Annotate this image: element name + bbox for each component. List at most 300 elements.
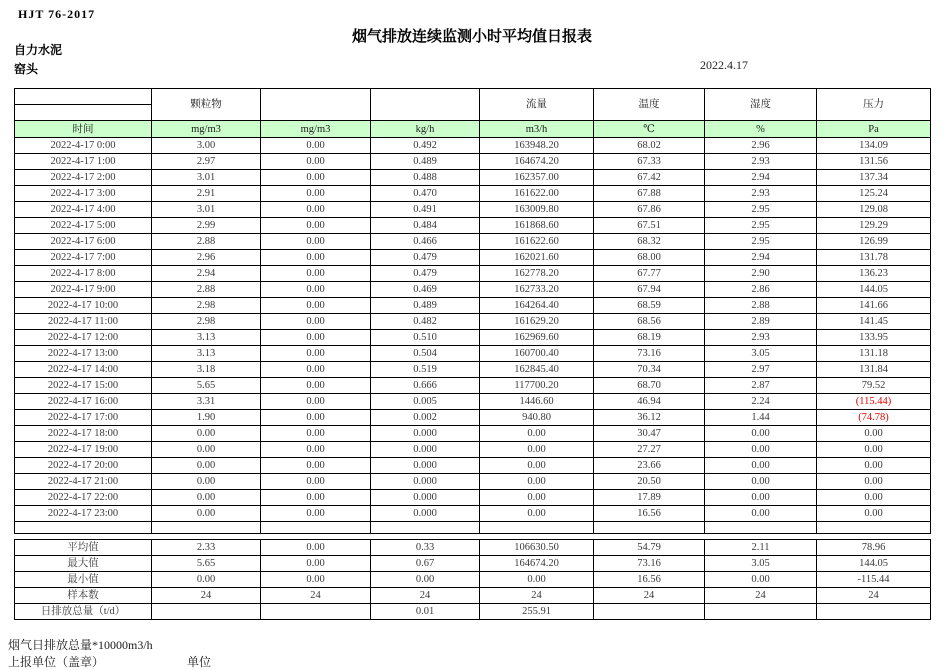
- table-row: [15, 378, 931, 394]
- value-cell: 23.66: [594, 458, 705, 474]
- table-row: [15, 506, 931, 522]
- value-cell: 0.67: [371, 556, 480, 572]
- value-cell: 2.95: [705, 234, 817, 250]
- value-cell: 0.00: [817, 426, 931, 442]
- value-cell: 0.01: [371, 604, 480, 620]
- value-cell: 0.00: [480, 458, 594, 474]
- group-header-humidity: 湿度: [705, 89, 817, 121]
- value-cell: 1.44: [705, 410, 817, 426]
- value-cell: 67.51: [594, 218, 705, 234]
- value-cell: 2.96: [705, 138, 817, 154]
- value-cell: 0.00: [261, 362, 371, 378]
- value-cell: 24: [594, 588, 705, 604]
- value-cell: 2.97: [705, 362, 817, 378]
- value-cell: 0.00: [261, 572, 371, 588]
- value-cell: 0.000: [371, 506, 480, 522]
- value-cell: 17.89: [594, 490, 705, 506]
- table-row: [15, 442, 931, 458]
- value-cell: 2.86: [705, 282, 817, 298]
- value-cell: 78.96: [817, 540, 931, 556]
- value-cell: 0.479: [371, 250, 480, 266]
- value-cell: 0.666: [371, 378, 480, 394]
- value-cell: 3.00: [152, 138, 261, 154]
- value-cell: 3.05: [705, 346, 817, 362]
- value-cell: 67.88: [594, 186, 705, 202]
- value-cell: 125.24: [817, 186, 931, 202]
- value-cell: 0.00: [817, 490, 931, 506]
- value-cell: 0.005: [371, 394, 480, 410]
- value-cell: 0.00: [261, 556, 371, 572]
- value-cell: 0.489: [371, 298, 480, 314]
- summary-row: [15, 572, 931, 588]
- value-cell: 0.00: [705, 458, 817, 474]
- corner-cell-bottom: [15, 105, 152, 121]
- value-cell: 67.86: [594, 202, 705, 218]
- value-cell: 24: [817, 588, 931, 604]
- value-cell: 68.59: [594, 298, 705, 314]
- unit-header-pressure: Pa: [817, 121, 931, 138]
- time-cell: 2022-4-17 21:00: [15, 474, 152, 490]
- value-cell: 0.00: [261, 506, 371, 522]
- table-row: [15, 250, 931, 266]
- value-cell: 1.90: [152, 410, 261, 426]
- value-cell: 133.95: [817, 330, 931, 346]
- value-cell: 2.88: [152, 282, 261, 298]
- value-cell: 2.24: [705, 394, 817, 410]
- value-cell: 0.00: [817, 506, 931, 522]
- value-cell: 164264.40: [480, 298, 594, 314]
- value-cell: 0.000: [371, 490, 480, 506]
- value-cell: 0.00: [152, 442, 261, 458]
- value-cell: 0.00: [261, 170, 371, 186]
- time-cell: 2022-4-17 11:00: [15, 314, 152, 330]
- report-tables: [14, 88, 930, 620]
- value-cell: 0.492: [371, 138, 480, 154]
- value-cell: 2.88: [152, 234, 261, 250]
- reporting-unit-label: 上报单位（盖章）: [8, 655, 105, 669]
- value-cell: 0.00: [480, 426, 594, 442]
- value-cell: 3.01: [152, 202, 261, 218]
- value-cell: 68.02: [594, 138, 705, 154]
- value-cell: 0.00: [152, 572, 261, 588]
- summary-label-cell: 样本数: [15, 588, 152, 604]
- value-cell: 2.99: [152, 218, 261, 234]
- value-cell: 67.77: [594, 266, 705, 282]
- summary-label-cell: 最大值: [15, 556, 152, 572]
- value-cell: 2.97: [152, 154, 261, 170]
- value-cell: 0.00: [261, 314, 371, 330]
- time-cell: 2022-4-17 9:00: [15, 282, 152, 298]
- time-cell: 2022-4-17 20:00: [15, 458, 152, 474]
- value-cell: 0.000: [371, 458, 480, 474]
- blank-row: [15, 522, 931, 534]
- value-cell: 0.000: [371, 442, 480, 458]
- table-row: [15, 138, 931, 154]
- value-cell: 940.80: [480, 410, 594, 426]
- value-cell: 2.90: [705, 266, 817, 282]
- value-cell: 2.89: [705, 314, 817, 330]
- value-cell: (74.78): [817, 410, 931, 426]
- table-row: [15, 346, 931, 362]
- value-cell: 0.00: [261, 474, 371, 490]
- report-date: 2022.4.17: [700, 58, 748, 72]
- value-cell: 3.31: [152, 394, 261, 410]
- value-cell: 0.002: [371, 410, 480, 426]
- report-title: 烟气排放连续监测小时平均值日报表: [351, 29, 592, 45]
- unit-header-rate: kg/h: [371, 121, 480, 138]
- value-cell: 0.00: [152, 458, 261, 474]
- value-cell: 162733.20: [480, 282, 594, 298]
- value-cell: 0.00: [261, 154, 371, 170]
- time-cell: 2022-4-17 7:00: [15, 250, 152, 266]
- value-cell: 0.519: [371, 362, 480, 378]
- value-cell: 0.469: [371, 282, 480, 298]
- value-cell: 161629.20: [480, 314, 594, 330]
- unit-label: 单位: [187, 655, 212, 669]
- value-cell: 0.00: [480, 474, 594, 490]
- table-row: [15, 362, 931, 378]
- time-cell: 2022-4-17 14:00: [15, 362, 152, 378]
- value-cell: 0.00: [152, 426, 261, 442]
- empty-cell: [594, 522, 705, 534]
- value-cell: 0.00: [261, 250, 371, 266]
- value-cell: (115.44): [817, 394, 931, 410]
- time-cell: 2022-4-17 8:00: [15, 266, 152, 282]
- value-cell: 73.16: [594, 346, 705, 362]
- unit-header-pm-conc: mg/m3: [152, 121, 261, 138]
- value-cell: 24: [152, 588, 261, 604]
- value-cell: 68.70: [594, 378, 705, 394]
- value-cell: 2.93: [705, 154, 817, 170]
- value-cell: -115.44: [817, 572, 931, 588]
- value-cell: 129.29: [817, 218, 931, 234]
- value-cell: 16.56: [594, 572, 705, 588]
- value-cell: 136.23: [817, 266, 931, 282]
- value-cell: 3.01: [152, 170, 261, 186]
- value-cell: 163009.80: [480, 202, 594, 218]
- value-cell: 24: [261, 588, 371, 604]
- value-cell: 70.34: [594, 362, 705, 378]
- value-cell: 24: [480, 588, 594, 604]
- value-cell: 0.00: [480, 572, 594, 588]
- value-cell: 0.00: [261, 138, 371, 154]
- value-cell: 0.00: [261, 346, 371, 362]
- value-cell: 0.00: [152, 490, 261, 506]
- value-cell: 0.00: [261, 298, 371, 314]
- value-cell: 0.466: [371, 234, 480, 250]
- value-cell: 24: [371, 588, 480, 604]
- main-data-table: [14, 88, 931, 534]
- value-cell: 0.00: [261, 394, 371, 410]
- value-cell: 0.00: [261, 266, 371, 282]
- unit-header-humidity: %: [705, 121, 817, 138]
- group-header-temp: 温度: [594, 89, 705, 121]
- value-cell: 131.84: [817, 362, 931, 378]
- value-cell: 162778.20: [480, 266, 594, 282]
- value-cell: 0.000: [371, 426, 480, 442]
- unit-header-time: 时间: [15, 121, 152, 138]
- value-cell: 137.34: [817, 170, 931, 186]
- value-cell: 0.00: [261, 330, 371, 346]
- value-cell: 2.94: [705, 250, 817, 266]
- value-cell: [261, 604, 371, 620]
- table-row: [15, 154, 931, 170]
- value-cell: 46.94: [594, 394, 705, 410]
- value-cell: 0.00: [261, 410, 371, 426]
- value-cell: 134.09: [817, 138, 931, 154]
- time-cell: 2022-4-17 19:00: [15, 442, 152, 458]
- value-cell: 68.00: [594, 250, 705, 266]
- table-row: [15, 410, 931, 426]
- value-cell: 16.56: [594, 506, 705, 522]
- time-cell: 2022-4-17 22:00: [15, 490, 152, 506]
- value-cell: 0.00: [817, 474, 931, 490]
- value-cell: 2.93: [705, 330, 817, 346]
- value-cell: 3.13: [152, 330, 261, 346]
- value-cell: 131.56: [817, 154, 931, 170]
- value-cell: 161868.60: [480, 218, 594, 234]
- group-header-flow: 流量: [480, 89, 594, 121]
- time-cell: 2022-4-17 6:00: [15, 234, 152, 250]
- value-cell: 0.482: [371, 314, 480, 330]
- value-cell: 0.488: [371, 170, 480, 186]
- value-cell: 24: [705, 588, 817, 604]
- value-cell: 2.33: [152, 540, 261, 556]
- value-cell: 2.93: [705, 186, 817, 202]
- value-cell: 0.00: [152, 474, 261, 490]
- value-cell: 0.489: [371, 154, 480, 170]
- value-cell: 162357.00: [480, 170, 594, 186]
- value-cell: 2.87: [705, 378, 817, 394]
- value-cell: [705, 604, 817, 620]
- value-cell: 2.95: [705, 202, 817, 218]
- value-cell: 0.00: [480, 490, 594, 506]
- value-cell: 2.91: [152, 186, 261, 202]
- value-cell: 0.000: [371, 474, 480, 490]
- value-cell: 0.491: [371, 202, 480, 218]
- table-row: [15, 314, 931, 330]
- value-cell: 141.45: [817, 314, 931, 330]
- value-cell: 161622.60: [480, 234, 594, 250]
- value-cell: 164674.20: [480, 154, 594, 170]
- table-row: [15, 426, 931, 442]
- value-cell: 54.79: [594, 540, 705, 556]
- value-cell: 0.00: [261, 282, 371, 298]
- value-cell: 0.00: [261, 442, 371, 458]
- value-cell: 162969.60: [480, 330, 594, 346]
- group-header-col4: [371, 89, 480, 121]
- value-cell: 67.94: [594, 282, 705, 298]
- value-cell: 0.00: [261, 218, 371, 234]
- company-name: 自力水泥: [14, 43, 63, 57]
- table-row: [15, 474, 931, 490]
- group-header-col3: [261, 89, 371, 121]
- empty-cell: [152, 522, 261, 534]
- time-cell: 2022-4-17 2:00: [15, 170, 152, 186]
- time-cell: 2022-4-17 4:00: [15, 202, 152, 218]
- value-cell: 161622.00: [480, 186, 594, 202]
- value-cell: 27.27: [594, 442, 705, 458]
- table-row: [15, 234, 931, 250]
- value-cell: 68.19: [594, 330, 705, 346]
- value-cell: 0.504: [371, 346, 480, 362]
- time-cell: 2022-4-17 18:00: [15, 426, 152, 442]
- value-cell: 117700.20: [480, 378, 594, 394]
- value-cell: 0.00: [261, 378, 371, 394]
- summary-label-cell: 最小值: [15, 572, 152, 588]
- value-cell: 0.00: [480, 442, 594, 458]
- value-cell: 106630.50: [480, 540, 594, 556]
- value-cell: 3.13: [152, 346, 261, 362]
- table-row: [15, 458, 931, 474]
- value-cell: [594, 604, 705, 620]
- value-cell: 2.98: [152, 298, 261, 314]
- time-cell: 2022-4-17 17:00: [15, 410, 152, 426]
- value-cell: 129.08: [817, 202, 931, 218]
- value-cell: 0.484: [371, 218, 480, 234]
- time-cell: 2022-4-17 3:00: [15, 186, 152, 202]
- summary-row: [15, 604, 931, 620]
- value-cell: 1446.60: [480, 394, 594, 410]
- value-cell: 0.00: [261, 202, 371, 218]
- value-cell: 0.00: [261, 490, 371, 506]
- corner-cell-top: [15, 89, 152, 105]
- empty-cell: [261, 522, 371, 534]
- table-row: [15, 490, 931, 506]
- unit-header-col3: mg/m3: [261, 121, 371, 138]
- value-cell: 162021.60: [480, 250, 594, 266]
- value-cell: [152, 604, 261, 620]
- value-cell: 163948.20: [480, 138, 594, 154]
- time-cell: 2022-4-17 5:00: [15, 218, 152, 234]
- value-cell: 0.479: [371, 266, 480, 282]
- value-cell: 144.05: [817, 556, 931, 572]
- value-cell: 2.94: [152, 266, 261, 282]
- value-cell: 164674.20: [480, 556, 594, 572]
- value-cell: 0.00: [817, 442, 931, 458]
- value-cell: 131.78: [817, 250, 931, 266]
- table-row: [15, 330, 931, 346]
- value-cell: 36.12: [594, 410, 705, 426]
- summary-table: [14, 539, 931, 620]
- time-cell: 2022-4-17 12:00: [15, 330, 152, 346]
- table-row: [15, 186, 931, 202]
- empty-cell: [705, 522, 817, 534]
- value-cell: 0.00: [261, 458, 371, 474]
- time-cell: 2022-4-17 23:00: [15, 506, 152, 522]
- group-header-row: [15, 89, 931, 105]
- value-cell: 0.510: [371, 330, 480, 346]
- value-cell: 0.00: [371, 572, 480, 588]
- value-cell: 144.05: [817, 282, 931, 298]
- time-cell: 2022-4-17 16:00: [15, 394, 152, 410]
- value-cell: 141.66: [817, 298, 931, 314]
- value-cell: 2.98: [152, 314, 261, 330]
- unit-header-flow: m3/h: [480, 121, 594, 138]
- value-cell: 5.65: [152, 378, 261, 394]
- value-cell: 0.00: [261, 186, 371, 202]
- empty-cell: [15, 522, 152, 534]
- summary-label-cell: 平均值: [15, 540, 152, 556]
- time-cell: 2022-4-17 15:00: [15, 378, 152, 394]
- value-cell: 2.96: [152, 250, 261, 266]
- value-cell: 0.00: [705, 572, 817, 588]
- value-cell: 20.50: [594, 474, 705, 490]
- time-cell: 2022-4-17 13:00: [15, 346, 152, 362]
- value-cell: 131.18: [817, 346, 931, 362]
- value-cell: 67.33: [594, 154, 705, 170]
- unit-header-row: [15, 121, 931, 138]
- value-cell: 0.00: [817, 458, 931, 474]
- table-row: [15, 202, 931, 218]
- empty-cell: [371, 522, 480, 534]
- table-row: [15, 298, 931, 314]
- empty-cell: [480, 522, 594, 534]
- value-cell: 79.52: [817, 378, 931, 394]
- value-cell: 30.47: [594, 426, 705, 442]
- value-cell: 0.33: [371, 540, 480, 556]
- table-row: [15, 170, 931, 186]
- value-cell: 2.11: [705, 540, 817, 556]
- station-name: 窑头: [14, 62, 39, 76]
- value-cell: 2.88: [705, 298, 817, 314]
- summary-row: [15, 556, 931, 572]
- value-cell: 68.56: [594, 314, 705, 330]
- doc-standard-code: HJT 76-2017: [18, 7, 96, 21]
- value-cell: 67.42: [594, 170, 705, 186]
- table-row: [15, 218, 931, 234]
- value-cell: 3.05: [705, 556, 817, 572]
- value-cell: 2.94: [705, 170, 817, 186]
- daily-total-flow-note: 烟气日排放总量*10000m3/h: [8, 638, 153, 652]
- value-cell: 0.00: [261, 426, 371, 442]
- summary-row: [15, 540, 931, 556]
- value-cell: 0.00: [261, 234, 371, 250]
- value-cell: 68.32: [594, 234, 705, 250]
- value-cell: 3.18: [152, 362, 261, 378]
- value-cell: 0.00: [705, 490, 817, 506]
- value-cell: 0.00: [705, 442, 817, 458]
- group-header-pm: 颗粒物: [152, 89, 261, 121]
- table-row: [15, 282, 931, 298]
- value-cell: 73.16: [594, 556, 705, 572]
- unit-header-temp: ℃: [594, 121, 705, 138]
- summary-row: [15, 588, 931, 604]
- value-cell: 0.00: [152, 506, 261, 522]
- value-cell: 0.00: [261, 540, 371, 556]
- value-cell: 0.00: [480, 506, 594, 522]
- time-cell: 2022-4-17 10:00: [15, 298, 152, 314]
- group-header-pressure: 压力: [817, 89, 931, 121]
- time-cell: 2022-4-17 1:00: [15, 154, 152, 170]
- table-row: [15, 394, 931, 410]
- value-cell: 162845.40: [480, 362, 594, 378]
- value-cell: 0.00: [705, 506, 817, 522]
- empty-cell: [817, 522, 931, 534]
- value-cell: 5.65: [152, 556, 261, 572]
- summary-label-cell: 日排放总量（t/d）: [15, 604, 152, 620]
- value-cell: 0.00: [705, 474, 817, 490]
- value-cell: 126.99: [817, 234, 931, 250]
- time-cell: 2022-4-17 0:00: [15, 138, 152, 154]
- value-cell: 0.00: [705, 426, 817, 442]
- value-cell: [817, 604, 931, 620]
- value-cell: 0.470: [371, 186, 480, 202]
- value-cell: 160700.40: [480, 346, 594, 362]
- table-row: [15, 266, 931, 282]
- value-cell: 255.91: [480, 604, 594, 620]
- value-cell: 2.95: [705, 218, 817, 234]
